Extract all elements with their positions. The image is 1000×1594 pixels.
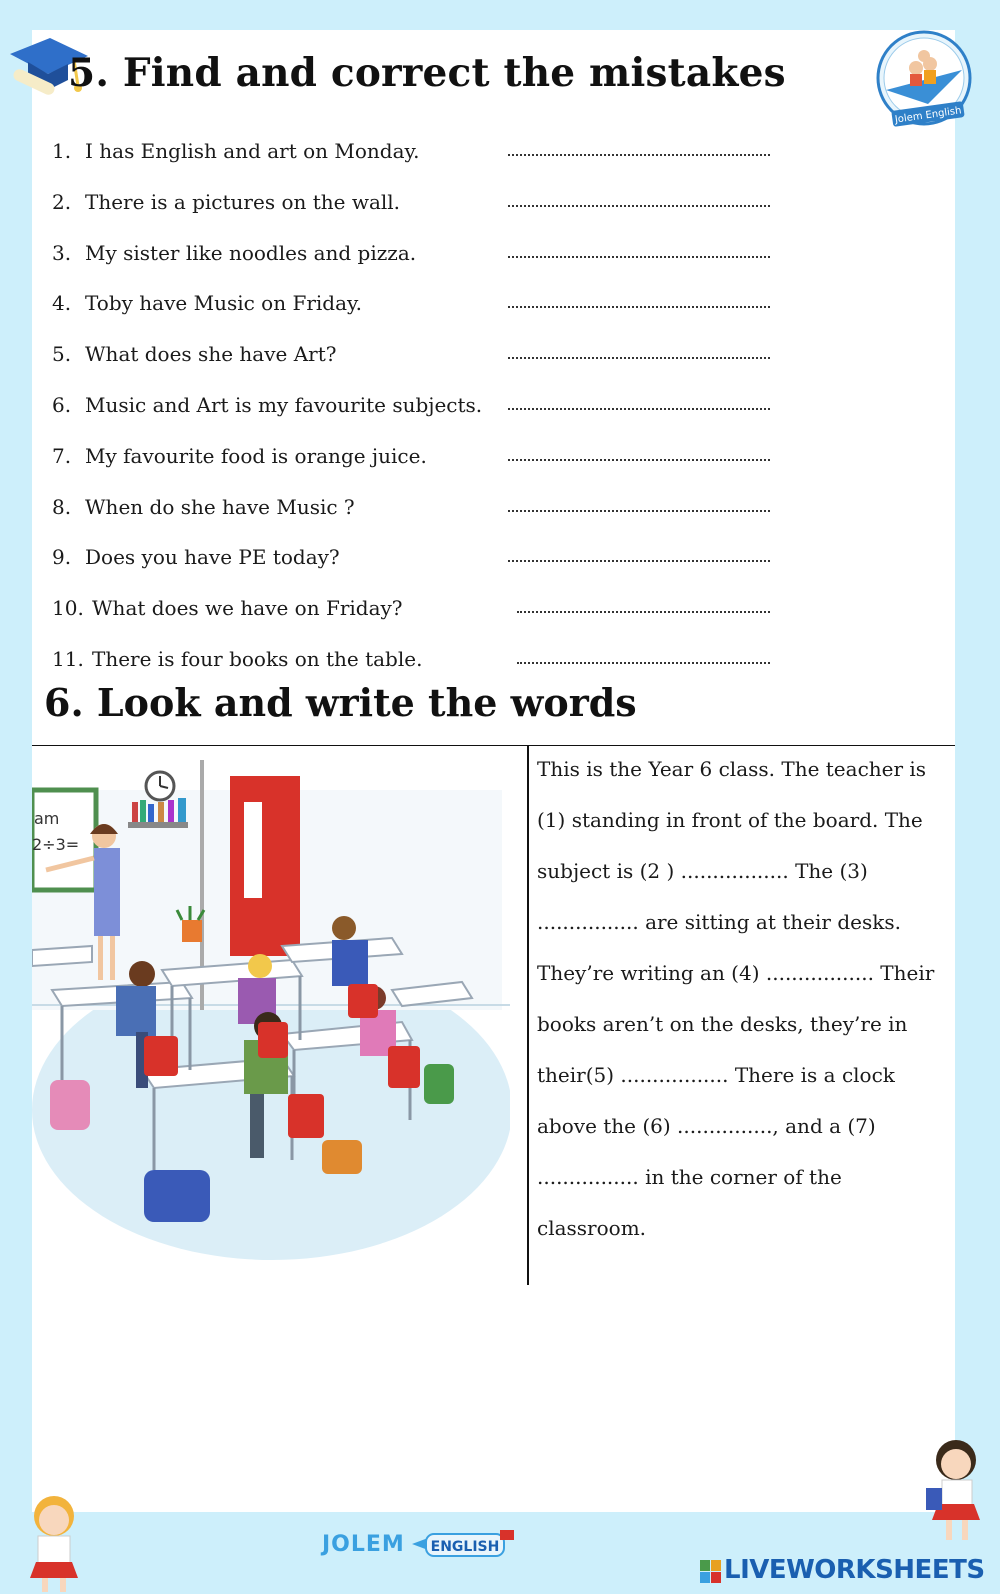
list-item <box>52 542 772 593</box>
item-number: 2. <box>52 189 72 214</box>
sentence: When do she have Music ? <box>85 494 355 519</box>
list-item <box>52 136 772 187</box>
answer-blank[interactable] <box>508 306 770 308</box>
passage-line: books aren’t on the desks, they’re in <box>537 1012 908 1036</box>
backpack-icon <box>424 1064 454 1104</box>
girl-cartoon-icon <box>920 1436 990 1546</box>
section-6-title: 6. Look and write the words <box>44 680 637 725</box>
mistakes-list <box>52 136 772 695</box>
sentence: I has English and art on Monday. <box>85 139 420 163</box>
cloze-passage <box>537 744 957 1254</box>
item-number: 10. <box>52 596 84 621</box>
classroom-illustration <box>32 750 510 1270</box>
item-number: 3. <box>52 240 72 265</box>
list-item <box>52 339 772 390</box>
answer-blank[interactable] <box>508 408 770 410</box>
answer-blank[interactable] <box>508 459 770 461</box>
sentence: My sister like noodles and pizza. <box>85 240 417 265</box>
list-item <box>52 238 772 289</box>
list-item <box>52 593 772 644</box>
liveworksheets-icon <box>700 1560 722 1584</box>
board-text: 2÷3= <box>32 835 80 854</box>
item-number: 6. <box>52 392 72 417</box>
passage-line: This is the Year 6 class. The teacher is <box>537 757 927 781</box>
list-item <box>52 390 772 441</box>
answer-blank[interactable] <box>508 205 770 207</box>
backpack-icon <box>50 1080 90 1130</box>
answer-blank[interactable] <box>508 510 770 512</box>
answer-blank[interactable] <box>508 154 770 156</box>
badge-text: Jolem English <box>894 105 963 126</box>
backpack-icon <box>322 1140 362 1174</box>
board-text: am <box>34 809 60 828</box>
sentence: What does we have on Friday? <box>92 596 403 621</box>
liveworksheets-brand[interactable]: LIVEWORKSHEETS <box>724 1555 985 1585</box>
list-item <box>52 441 772 492</box>
girl-cartoon-icon <box>20 1490 90 1594</box>
sentence: There is four books on the table. <box>92 646 423 671</box>
answer-blank[interactable] <box>508 357 770 359</box>
sentence: My favourite food is orange juice. <box>85 443 427 468</box>
sentence: There is a pictures on the wall. <box>85 189 401 214</box>
answer-blank[interactable] <box>508 256 770 258</box>
jolem-english-logo <box>872 30 976 134</box>
item-number: 8. <box>52 494 72 519</box>
list-item <box>52 288 772 339</box>
english-logo <box>408 1524 518 1564</box>
passage-line[interactable]: subject is (2 ) ................. The (3) <box>537 859 868 883</box>
passage-line[interactable]: They’re writing an (4) ................. Their <box>537 961 935 985</box>
sentence: Music and Art is my favourite subjects. <box>85 392 483 417</box>
answer-blank[interactable] <box>517 662 770 664</box>
passage-line: classroom. <box>537 1216 647 1240</box>
item-number: 5. <box>52 342 72 367</box>
item-number: 11. <box>52 646 84 671</box>
item-number: 4. <box>52 291 72 316</box>
sentence: Toby have Music on Friday. <box>85 291 363 316</box>
section-5-title: 5. Find and correct the mistakes <box>68 50 786 96</box>
sentence: What does she have Art? <box>85 342 337 367</box>
passage-line[interactable]: above the (6) ..............., and a (7) <box>537 1114 876 1138</box>
divider-vertical <box>527 745 529 1285</box>
list-item <box>52 187 772 238</box>
backpack-icon <box>144 1170 210 1222</box>
jolem-brand-text: JOLEM <box>322 1532 405 1557</box>
item-number: 9. <box>52 545 72 570</box>
sentence: Does you have PE today? <box>85 545 340 570</box>
passage-line[interactable]: ................ are sitting at their desks. <box>537 910 901 934</box>
item-number: 7. <box>52 443 72 468</box>
answer-blank[interactable] <box>517 611 770 613</box>
passage-line[interactable]: their(5) ................. There is a clock <box>537 1063 895 1087</box>
passage-line[interactable]: ................ in the corner of the <box>537 1165 842 1189</box>
english-badge-text: ENGLISH <box>430 1539 500 1555</box>
clock-icon <box>146 772 174 800</box>
passage-line: (1) standing in front of the board. The <box>537 808 923 832</box>
answer-blank[interactable] <box>508 560 770 562</box>
list-item <box>52 492 772 543</box>
item-number: 1. <box>52 139 72 163</box>
